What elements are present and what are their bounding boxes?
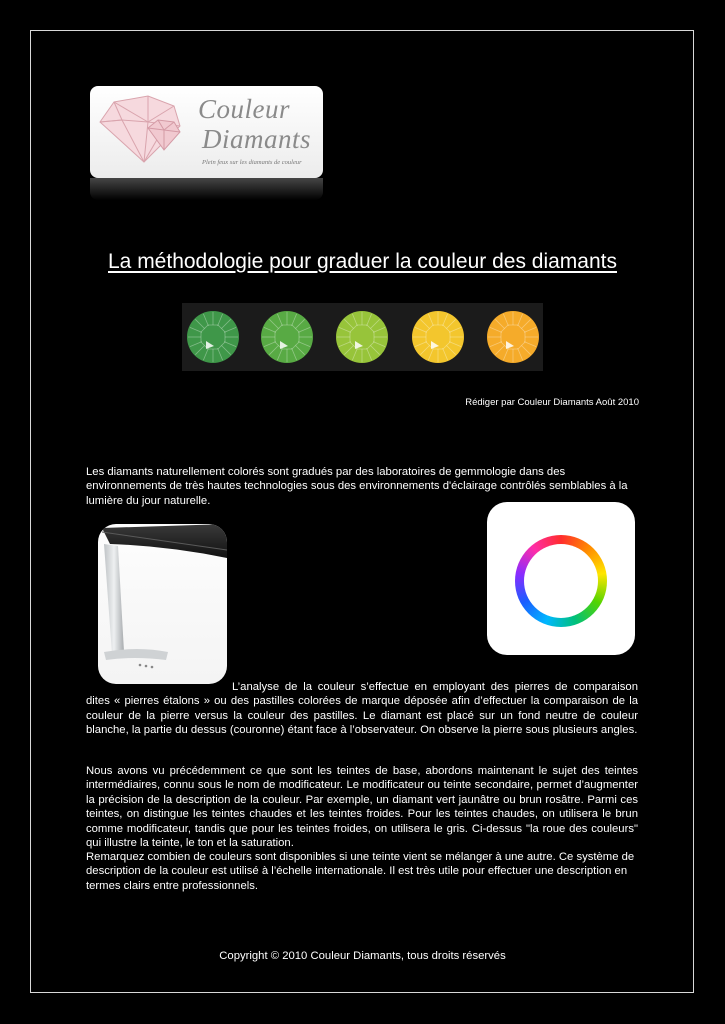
diamond-gem-3 bbox=[335, 310, 389, 364]
color-wheel-ring bbox=[515, 535, 607, 627]
diamond-color-strip bbox=[182, 303, 543, 371]
logo-word-diamants: Diamants bbox=[202, 124, 312, 154]
diamond-gem-2 bbox=[260, 310, 314, 364]
couleur-diamants-logo bbox=[90, 86, 323, 178]
light-box-illustration bbox=[98, 524, 227, 684]
copyright-footer: Copyright © 2010 Couleur Diamants, tous droits réservés bbox=[219, 950, 506, 962]
diamond-gem-1 bbox=[186, 310, 240, 364]
page-title: La méthodologie pour graduer la couleur des diamants bbox=[108, 250, 617, 273]
logo-word-couleur: Couleur bbox=[198, 94, 291, 124]
analysis-text: L’analyse de la couleur s’effectue en employant des pierres de comparaison dites « pierres étalons » ou des pastilles colorées de marque déposée afin d’effectuer la comparaison de la couleur de la pierre versus la couleur des pastilles. Le diamant est placé sur un fond neutre de couleur blanche, la partie du dessus (couronne) étant face à l’observateur. On observe la pierre sous plusieurs angles. bbox=[86, 681, 638, 737]
intro-paragraph: Les diamants naturellement colorés sont gradués par des laboratoires de gemmologie dans des environnements de très hautes technologies sous des environnements d'éclairage contrôlés semblables à la lumière du jour naturelle. bbox=[86, 466, 628, 507]
diamond-icon bbox=[92, 92, 202, 168]
diamond-gem-5 bbox=[486, 310, 540, 364]
nuances-text: Nous avons vu précédemment ce que sont les teintes de base, abordons maintenant le sujet des teintes intermédiaires, connu sous le nom de modificateur. Le modificateur ou teinte secondaire, permet d’augmenter la précision de la description de la couleur. Par exemple, un diamant vert jaunâtre ou brun rosâtre. Parmi ces teintes, on distingue les teintes chaudes et les teintes froides. Pour les teintes chaudes, on utilisera le brun comme modificateur, tandis que pour les teintes froides, on utilisera le gris. Ci-dessus "la roue des couleurs" qui illustre la teinte, le ton et la saturation. bbox=[86, 765, 638, 850]
byline: Rédiger par Couleur Diamants Août 2010 bbox=[465, 397, 639, 408]
logo-tagline: Plein feux sur les diamants de couleur bbox=[202, 159, 302, 166]
light-box-image bbox=[98, 524, 227, 684]
analysis-paragraph bbox=[86, 680, 638, 738]
diamond-gem-4 bbox=[411, 310, 465, 364]
logo-reflection bbox=[90, 178, 323, 200]
color-wheel-image bbox=[487, 502, 635, 655]
nuances-paragraph bbox=[86, 764, 638, 850]
nuances-paragraph-end: Remarquez combien de couleurs sont disponibles si une teinte vient se mélanger à une autre. Ce système de description de la couleur est utilisé à l’échelle internationale. Il est très utile pour effectuer une description en termes clairs entre professionnels. bbox=[86, 851, 635, 892]
